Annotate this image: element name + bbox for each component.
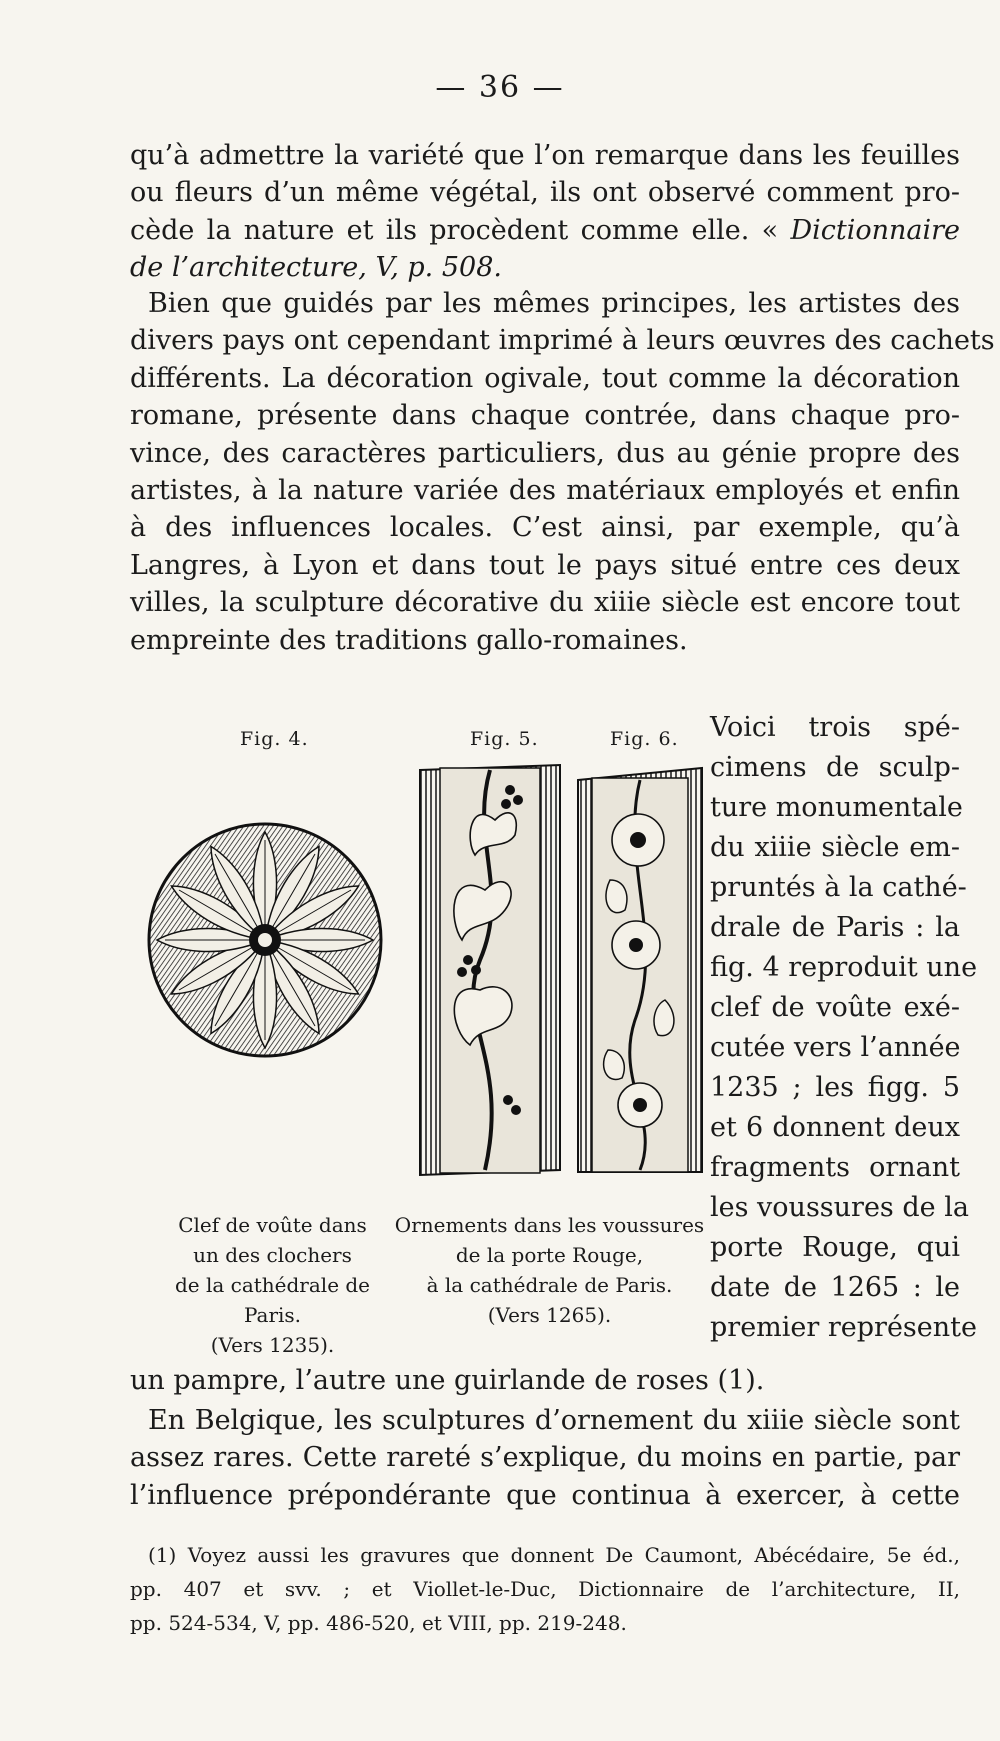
text-line: 1235 ; les figg. 5 (710, 1072, 960, 1103)
text-line: qu’à admettre la variété que l’on remarque dans les feuilles (130, 140, 960, 171)
page-number: — 36 — (435, 70, 565, 105)
fig6-label: Fig. 6. (610, 728, 679, 750)
text-line: différents. La décoration ogivale, tout comme la décoration (130, 362, 960, 394)
text-line: un pampre, l’autre une guirlande de roses (1). (130, 1365, 765, 1396)
text-line: et 6 donnent deux (710, 1112, 960, 1143)
italic-title: Dictionnaire (790, 214, 960, 246)
rose-garland-illustration (570, 760, 710, 1180)
text-line: villes, la sculpture décorative du xiiie siècle est encore tout (130, 587, 960, 619)
footnote (130, 1538, 960, 1640)
text-line: l’influence prépondérante que continua à exercer, à cette (130, 1479, 960, 1511)
keystone-rosette-illustration (145, 820, 385, 1060)
fig4-caption (150, 1210, 395, 1360)
caption-line: de la cathédrale de Paris. (174, 1273, 371, 1327)
text-line: de l’architecture, V, p. 508. (130, 252, 502, 284)
text-line: Bien que guidés par les mêmes principes, les artistes des (148, 288, 960, 319)
text-line: artistes, à la nature variée des matériaux employés et enfin (130, 475, 960, 507)
paragraph-3 (130, 1362, 960, 1399)
text-line: fragments ornant (710, 1152, 960, 1183)
footnote-line: pp. 524-534, V, pp. 486-520, et VIII, pp. 219-248. (130, 1611, 627, 1635)
fig4-label: Fig. 4. (240, 728, 309, 750)
text-line: drale de Paris : la (710, 912, 960, 943)
paragraph-4 (130, 1402, 960, 1514)
text-line: ture monumentale (710, 792, 963, 823)
side-paragraph (710, 708, 978, 1348)
text-line: ou fleurs d’un même végétal, ils ont observé comment pro- (130, 177, 960, 209)
caption-line: (Vers 1235). (210, 1333, 335, 1357)
vine-ornament-illustration (410, 760, 570, 1180)
caption-line: (Vers 1265). (487, 1303, 612, 1327)
text-line: cutée vers l’année (710, 1032, 961, 1063)
caption-line: un des clochers (193, 1243, 352, 1267)
caption-line: Clef de voûte dans (178, 1213, 367, 1237)
text-line: cimens de sculp- (710, 752, 960, 783)
fig5-label: Fig. 5. (470, 728, 539, 750)
text-line: empreinte des traditions gallo-romaines. (130, 624, 688, 656)
text-line: romane, présente dans chaque contrée, dans chaque pro- (130, 400, 960, 432)
text-line: premier représente (710, 1312, 977, 1343)
text-line: à des influences locales. C’est ainsi, par exemple, qu’à (130, 512, 960, 544)
text-line (130, 212, 960, 249)
text-line: les voussures de la (710, 1192, 969, 1223)
text-line: date de 1265 : le (710, 1272, 960, 1303)
text-line: vince, des caractères particuliers, dus au génie propre des (130, 437, 960, 469)
text-line: Voici trois spé- (710, 712, 960, 743)
paragraph-1 (130, 137, 960, 287)
footnote-line: (1) Voyez aussi les gravures que donnent De Caumont, Abécédaire, 5e éd., (148, 1543, 960, 1567)
text-line: pruntés à la cathé- (710, 872, 967, 903)
text-line: clef de voûte exé- (710, 992, 960, 1023)
paragraph-2 (130, 285, 995, 659)
fig56-caption (392, 1210, 707, 1330)
text-line: porte Rouge, qui (710, 1232, 960, 1263)
text-line: assez rares. Cette rareté s’explique, du moins en partie, par (130, 1442, 960, 1474)
text-line: En Belgique, les sculptures d’ornement du xiiie siècle sont (148, 1405, 960, 1436)
caption-line: Ornements dans les voussures (394, 1213, 705, 1237)
text-line: du xiiie siècle em- (710, 832, 960, 863)
caption-line: à la cathédrale de Paris. (426, 1273, 673, 1297)
text-fragment: cède la nature et ils procèdent comme elle. « (130, 214, 779, 246)
text-line: fig. 4 reproduit une (710, 952, 978, 983)
text-line: divers pays ont cependant imprimé à leurs œuvres des cachets (130, 325, 995, 357)
footnote-line: pp. 407 et svv. ; et Viollet-le-Duc, Dictionnaire de l’architecture, II, (130, 1577, 960, 1601)
caption-line: de la porte Rouge, (455, 1243, 644, 1267)
text-line: Langres, à Lyon et dans tout le pays situé entre ces deux (130, 549, 960, 581)
